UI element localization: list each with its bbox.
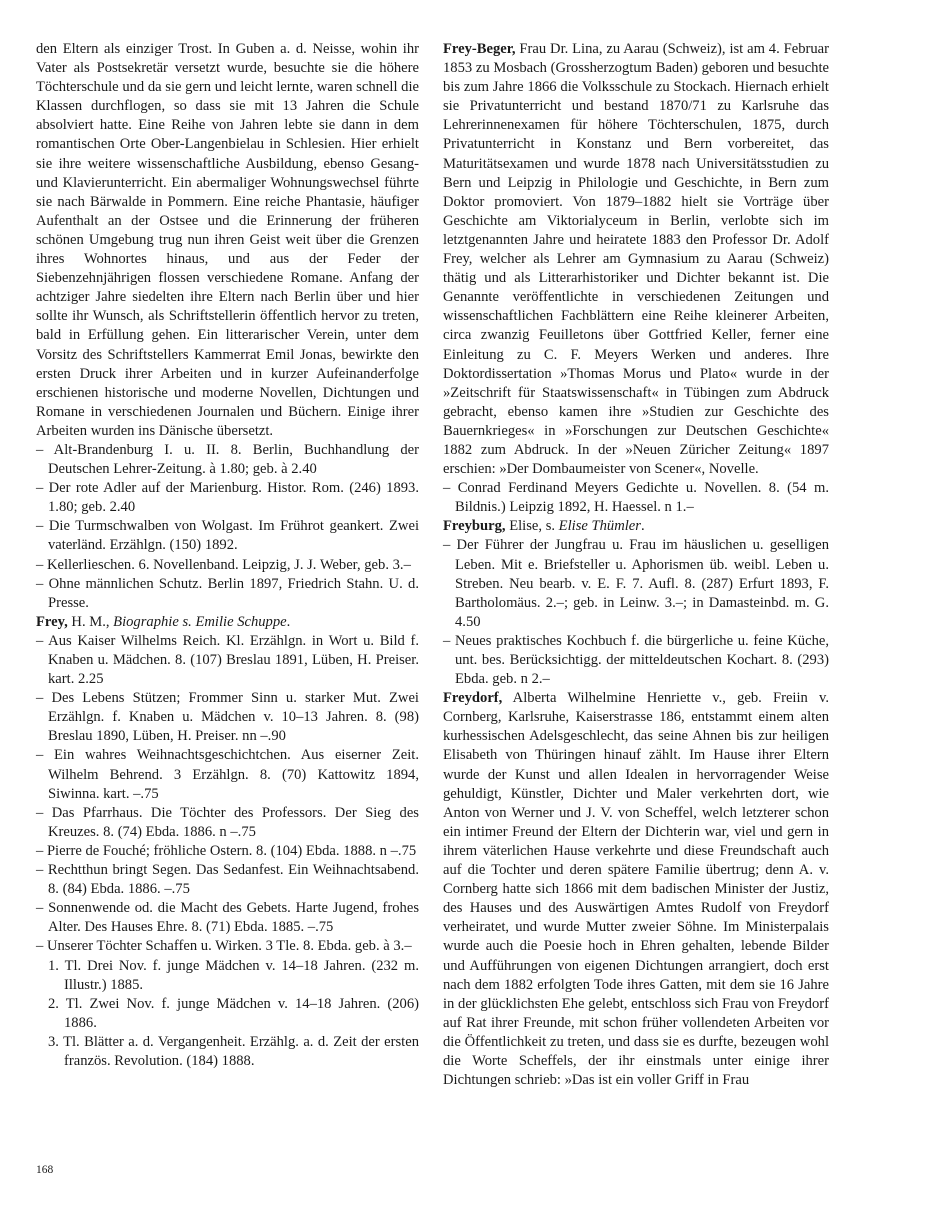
work-entry: – Kellerlieschen. 6. Novellenband. Leipzig, J. J. Weber, geb. 3.– (36, 556, 411, 573)
entry-frey-beger (443, 40, 829, 479)
right-column (443, 40, 829, 1090)
work-entry: – Aus Kaiser Wilhelms Reich. Kl. Erzählgn. in Wort u. Bild f. Knaben u. Mädchen. 8. (107) Breslau 1891, Lüben, H. Preiser. kart. 2.25 (36, 632, 419, 688)
sub-work-entry: 3. Tl. Blätter a. d. Vergangenheit. Erzählg. a. d. Zeit der ersten französ. Revolution. (184) 1888. (48, 1033, 419, 1069)
entry-name: Frey, (36, 613, 68, 630)
work-entry: – Rechtthun bringt Segen. Das Sedanfest. Ein Weihnachtsabend. 8. (84) Ebda. 1886. –.75 (36, 862, 419, 898)
entry-name: Frey-Beger, (443, 41, 516, 57)
sub-work-entry: 2. Tl. Zwei Nov. f. junge Mädchen v. 14–18 Jahren. (206) 1886. (48, 995, 419, 1031)
entry-text: Frau Dr. Lina, zu Aarau (Schweiz), ist am 4. Februar 1853 zu Mosbach (Grossherzogtum Baden) geboren und besuchte bis zum Jahre 1866 die Volksschule zu Stockach. Hiernach erhielt sie Privatunterricht und bestand 1870/71 zu Karlsruhe das Lehrerinnenexamen für höhere Töchterschulen, 1875, durch Privatunterricht in Konstanz und Bern vorbereitet, das Maturitätsexamen und wurde 1878 nach Universitätsstudien zu Bern und Leipzig in Philologie und Geschichte, in Bern zum Doktor promoviert. Von 1879–1882 hielt sie Vorträge über Geschichte am Viktorialyceum in Berlin, verlobte sich im letztgenannten Jahre und heiratete 1883 den Professor Dr. Adolf Frey, welcher als Lehrer am Gymnasium zu Aarau (Schweiz) thätig und als Litterarhistoriker und Dichter bekannt ist. Die Genannte veröffentlichte in verschiedenen Zeitungen und wissenschaftlichen Fachblättern eine Reihe kleinerer Arbeiten, circa zwanzig Feuilletons über Gottfried Keller, ferner eine Einleitung zu C. F. Meyers Werken und anderes. Ihre Doktordissertation »Thomas Morus und Plato« wurde in der »Zeitschrift für Staatswissenschaft« in Tübingen zum Abdruck gebracht, ebenso kamen ihre »Studien zur Geschichte des Bauernkrieges« in »Forschungen zur Deutschen Geschichte« 1882 zum Abdruck. In der »Neuen Züricher Zeitung« 1897 erschien: »Der Dombaumeister von Scener«, Novelle. (443, 41, 829, 478)
work-entry: – Neues praktisches Kochbuch f. die bürgerliche u. feine Küche, unt. bes. Berücksichtigg. der mitteldeutschen Kochart. 8. (293) Ebda. geb. n 2.– (443, 632, 829, 688)
entry-frey-hm (36, 613, 419, 632)
page-number: 168 (36, 1164, 54, 1176)
entry-freydorf (443, 689, 829, 1090)
entry-text: Elise, s. (505, 518, 559, 535)
entry-name: Freyburg, (443, 518, 506, 535)
entry-freyburg (443, 517, 829, 536)
entry-end: . (640, 518, 645, 535)
work-entry: – Conrad Ferdinand Meyers Gedichte u. Novellen. 8. (54 m. Bildnis.) Leipzig 1892, H. Haessel. n 1.– (443, 480, 829, 516)
entry-name: Freydorf, (443, 690, 503, 707)
intro-paragraph: den Eltern als einziger Trost. In Guben a. d. Neisse, wohin ihr Vater als Postsekretär versetzt wurde, besuchte sie die höhere Töchterschule und da sie gern und leicht lernte, waren schnell die Klassen durchflogen, so dass sie mit 13 Jahren die Schule absolviert hatte. Eine Reihe von Jahren lebte sie dann in dem romantischen Orte Ober-Langenbielau in Schlesien. Hier erhielt sie ihre weitere wissenschaftliche Ausbildung, ebenso Gesang- und Klavierunterricht. Ein abermaliger Wohnungswechsel führte sie nach Bärwalde in Pommern. Eine reiche Phantasie, häufiger Aufenthalt an der Ostsee und die Erinnerung der früheren schönen Umgebung trug nun ihren Geist weit über die Grenzen ihres Wohnortes hinaus, und aus der Feder der Siebenzehnjährigen flossen verschiedene Romane. Anfang der achtziger Jahre siedelten ihre Eltern nach Berlin über und hier sollte ihr Wunsch, als Schriftstellerin öffentlich hervor zu treten, bald in Erfüllung gehen. Ein litterarischer Verein, unter dem Vorsitz des Schriftstellers Kammerrat Emil Jonas, bewirkte den ersten Druck ihrer Arbeiten und in kurzer Aufeinanderfolge erschienen historische und moderne Novellen, Dichtungen und Romane in verschiedenen Journalen und Büchern. Einige ihrer Arbeiten wurden ins Dänische übersetzt. (36, 41, 419, 439)
work-entry: – Alt-Brandenburg I. u. II. 8. Berlin, Buchhandlung der Deutschen Lehrer-Zeitung. à 1.80; geb. à 2.40 (36, 441, 419, 478)
work-entry: – Das Pfarrhaus. Die Töchter des Professors. Der Sieg des Kreuzes. 8. (74) Ebda. 1886. n –.75 (36, 804, 419, 840)
work-entry: – Pierre de Fouché; fröhliche Ostern. 8. (104) Ebda. 1888. n –.75 (36, 842, 417, 859)
work-entry: – Der Führer der Jungfrau u. Frau im häuslichen u. geselligen Leben. Mit e. Briefsteller u. Aphorismen üb. weibl. Leben u. Streben. Neu bearb. v. E. F. 7. Aufl. 8. (287) Erfurt 1893, F. Bartholomäus. 2.–; geb. in Leinw. 3.–; in Damasteinbd. m. G. 4.50 (443, 537, 829, 630)
work-entry: – Ein wahres Weihnachtsgeschichtchen. Aus eiserner Zeit. Wilhelm Behrend. 3 Erzählgn. 8. (70) Kattowitz 1894, Siwinna. kart. –.75 (36, 747, 419, 802)
sub-work-entry: 1. Tl. Drei Nov. f. junge Mädchen v. 14–18 Jahren. (232 m. Illustr.) 1885. (48, 957, 419, 993)
work-entry: – Die Turmschwalben von Wolgast. Im Frührot geankert. Zwei vaterländ. Erzählgn. (150) 1892. (36, 518, 419, 554)
entry-reference: Biographie s. Emilie Schuppe (113, 613, 287, 630)
entry-end: . (286, 613, 291, 630)
entry-text: Alberta Wilhelmine Henriette v., geb. Freiin v. Cornberg, Karlsruhe, Kaiserstrasse 186, entstammt einem alten kurhessischen Adelsgeschlecht, das seine Ahnen bis zur heiligen Elisabeth von Thüringen hinauf zählt. Im Hause ihrer Eltern wurde der Kunst und allen Idealen in hervorragender Weise gehuldigt, Künstler, Dichter und Maler verkehrten dort, wie Anton von Werner und J. V. von Scheffel, welch letzterer schon ein intimer Freund der Eltern der Dichterin war, viel und gern in ihrem väterlichen Hause verkehrte und diese Freundschaft auch auf die Tochter und deren spätere Familie übertrug; denn A. v. Cornberg hatte sich 1866 mit dem badischen Minister der Justiz, des Hauses und des Auswärtigen Amtes Rudolf von Freydorf verheiratet, und wurde Mutter zweier Söhne. Im Ministerpalais wurde auch die Poesie hoch in Ehren gehalten, lebende Bilder und Aufführungen von eigenen Dichtungen arrangiert, doch erst nach dem 1882 erfolgten Tode ihres Gatten, mit dem sie 16 Jahre in der glücklichsten Ehe gelebt, entschloss sich Frau von Freydorf auf Rat ihrer Freunde, mit schon früher vollendeten Arbeiten vor die Öffentlichkeit zu treten, und dass sie es durfte, bezeugen wohl die Worte Scheffels, der ihr einstmals unter einige ihrer Dichtungen schrieb: »Das ist ein voller Griff in Frau (443, 690, 829, 1089)
entry-reference: Elise Thümler (558, 518, 641, 535)
entry-text: H. M., (67, 613, 114, 630)
work-entry: – Unserer Töchter Schaffen u. Wirken. 3 Tle. 8. Ebda. geb. à 3.– (36, 938, 412, 955)
work-entry: – Sonnenwende od. die Macht des Gebets. Harte Jugend, frohes Alter. Des Hauses Ehre. 8. (71) Ebda. 1885. –.75 (36, 900, 419, 936)
work-entry: – Ohne männlichen Schutz. Berlin 1897, Friedrich Stahn. U. d. Presse. (36, 575, 419, 611)
work-entry: – Des Lebens Stützen; Frommer Sinn u. starker Mut. Zwei Erzählgn. f. Knaben u. Mädchen v. 10–13 Jahren. 8. (98) Breslau 1890, Lüben, H. Preiser. nn –.90 (36, 690, 419, 745)
left-column (36, 40, 419, 1071)
work-entry: – Der rote Adler auf der Marienburg. Histor. Rom. (246) 1893. 1.80; geb. 2.40 (36, 480, 419, 516)
